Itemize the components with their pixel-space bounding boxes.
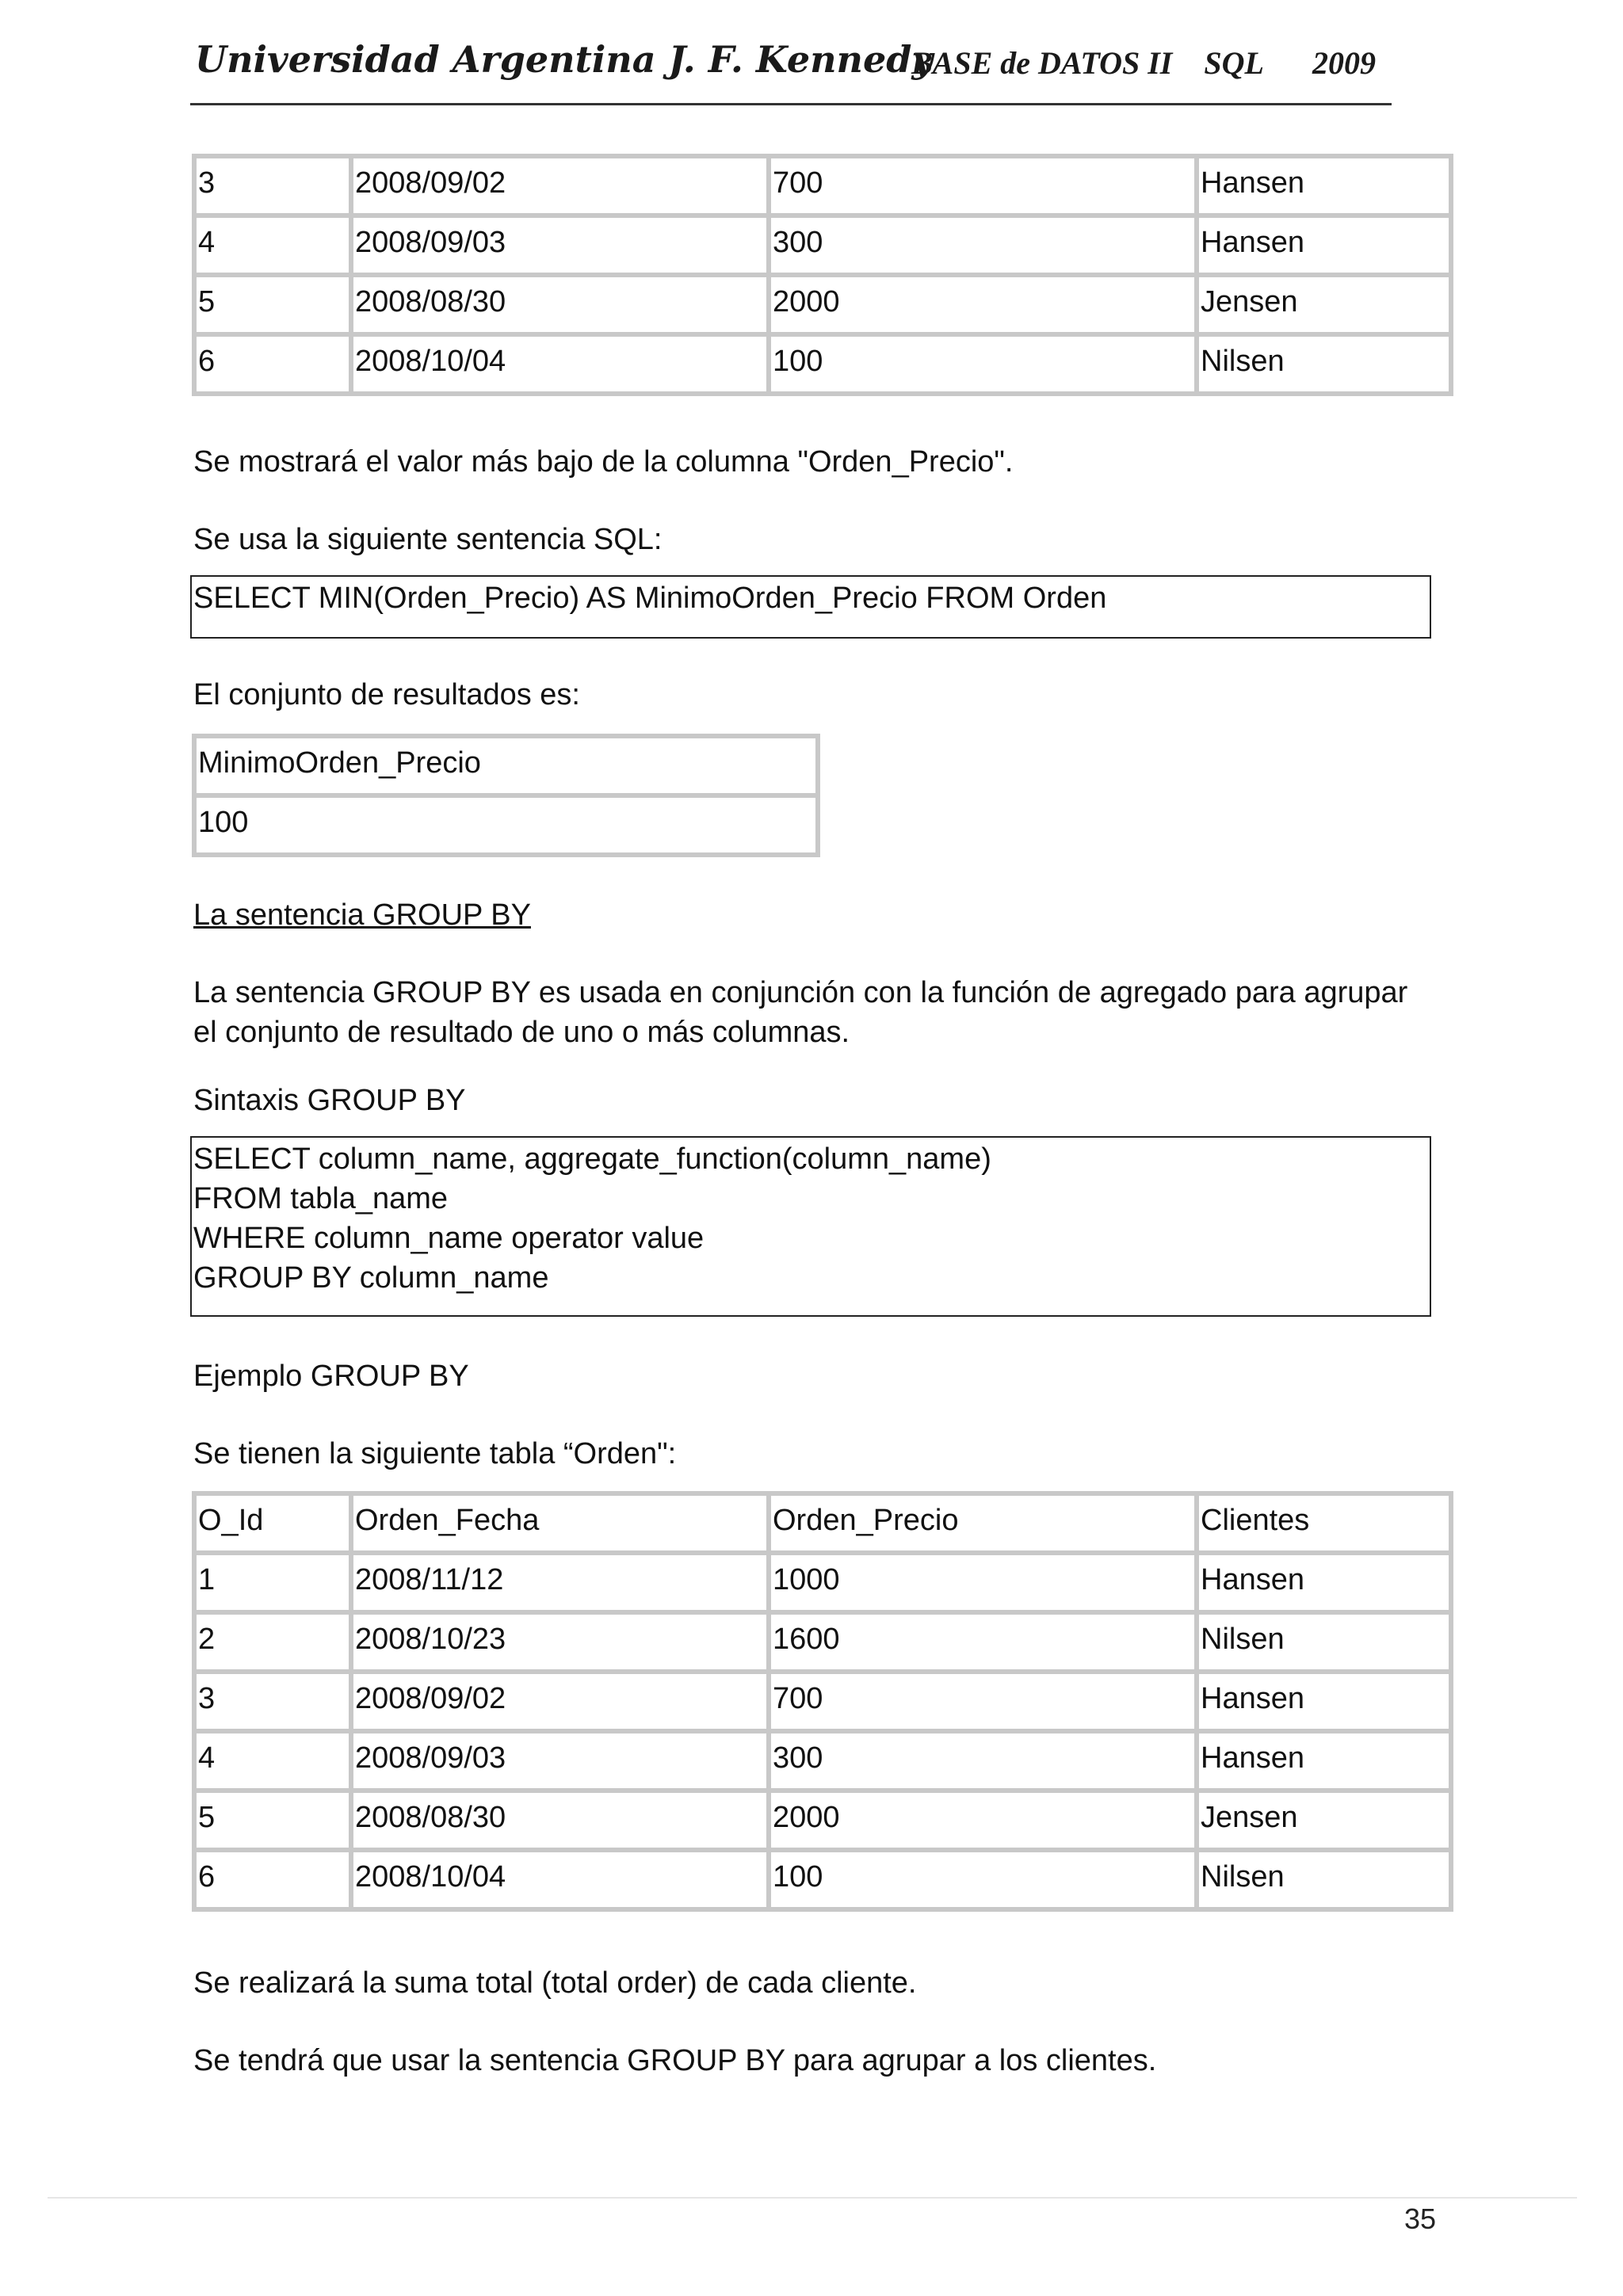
table-row (194, 1731, 1451, 1791)
table-cell: 6 (194, 1850, 351, 1909)
column-header: Orden_Precio (769, 1493, 1197, 1553)
table-cell: 2008/09/02 (351, 156, 769, 215)
course-year: 2009 (1312, 45, 1376, 81)
page-header (190, 32, 1392, 105)
table-cell: 700 (769, 156, 1197, 215)
table-row (194, 1672, 1451, 1731)
table-cell: 4 (194, 1731, 351, 1791)
orders-table (192, 1491, 1453, 1912)
table-cell: 100 (769, 334, 1197, 394)
table-row (194, 1612, 1451, 1672)
code-line: GROUP BY column_name (193, 1261, 549, 1295)
table-cell: Hansen (1197, 156, 1451, 215)
table-cell: 2000 (769, 1791, 1197, 1850)
table-cell: 2008/08/30 (351, 275, 769, 334)
code-line: SELECT MIN(Orden_Precio) AS MinimoOrden_Precio FROM Orden (193, 582, 1107, 615)
table-cell: 100 (769, 1850, 1197, 1909)
table-cell: Nilsen (1197, 1612, 1451, 1672)
table-cell: 3 (194, 1672, 351, 1731)
table-cell: 2008/09/02 (351, 1672, 769, 1731)
table-row (194, 1791, 1451, 1850)
groupby-heading: La sentencia GROUP BY (193, 898, 531, 932)
table-cell: 1600 (769, 1612, 1197, 1672)
column-header: O_Id (194, 1493, 351, 1553)
column-header: Orden_Fecha (351, 1493, 769, 1553)
table-cell: Nilsen (1197, 1850, 1451, 1909)
footer-divider (48, 2197, 1577, 2199)
table-cell: 4 (194, 215, 351, 275)
table-cell: 6 (194, 334, 351, 394)
table-cell: 300 (769, 1731, 1197, 1791)
table-cell: Hansen (1197, 215, 1451, 275)
sql-intro: Se usa la siguiente sentencia SQL: (193, 523, 663, 556)
groupby-usage: Se tendrá que usar la sentencia GROUP BY para agrupar a los clientes. (193, 2044, 1157, 2077)
min-result-table (192, 734, 820, 857)
page-number: 35 (1404, 2203, 1437, 2235)
table-cell: 2008/09/03 (351, 1731, 769, 1791)
table-row (194, 736, 818, 795)
table-row (194, 275, 1451, 334)
table-cell: Jensen (1197, 1791, 1451, 1850)
table-cell: 5 (194, 275, 351, 334)
min-query-box (190, 575, 1431, 639)
groupby-description: La sentencia GROUP BY es usada en conjunción con la función de agregado para agrupar el conjunto de resultado de uno o más columnas. (193, 976, 1408, 1049)
table-cell: 2008/10/23 (351, 1612, 769, 1672)
table-cell: 2008/11/12 (351, 1553, 769, 1612)
table-cell: Hansen (1197, 1553, 1451, 1612)
table-cell: Jensen (1197, 275, 1451, 334)
university-name: Universidad Argentina J. F. Kennedy (195, 38, 934, 81)
table-cell: Nilsen (1197, 334, 1451, 394)
table-cell: Hansen (1197, 1672, 1451, 1731)
table-cell: 2008/09/03 (351, 215, 769, 275)
table-row (194, 156, 1451, 215)
code-line: SELECT column_name, aggregate_function(column_name) (193, 1142, 991, 1176)
table-row (194, 334, 1451, 394)
result-intro: El conjunto de resultados es: (193, 678, 580, 711)
table-row (194, 1850, 1451, 1909)
table-cell: Hansen (1197, 1731, 1451, 1791)
table-cell: 1000 (769, 1553, 1197, 1612)
table-intro: Se tienen la siguiente tabla “Orden": (193, 1437, 677, 1470)
code-line: WHERE column_name operator value (193, 1222, 705, 1255)
table-cell: 700 (769, 1672, 1197, 1731)
result-header-cell: MinimoOrden_Precio (194, 736, 818, 795)
table-cell: 300 (769, 215, 1197, 275)
table-header-row (194, 1493, 1451, 1553)
course-title: BASE de DATOS II SQL (911, 45, 1264, 81)
table-row (194, 215, 1451, 275)
table-cell: 2008/08/30 (351, 1791, 769, 1850)
table-row (194, 795, 818, 855)
table-cell: 2 (194, 1612, 351, 1672)
orders-table-continued (192, 154, 1453, 396)
table-row (194, 1553, 1451, 1612)
table-cell: 3 (194, 156, 351, 215)
table-cell: 1 (194, 1553, 351, 1612)
table-cell: 2008/10/04 (351, 1850, 769, 1909)
result-value-cell: 100 (194, 795, 818, 855)
syntax-code-box (190, 1136, 1431, 1317)
column-header: Clientes (1197, 1493, 1451, 1553)
sum-description: Se realizará la suma total (total order) de cada cliente. (193, 1966, 917, 2000)
code-line: FROM tabla_name (193, 1182, 449, 1215)
table-cell: 5 (194, 1791, 351, 1850)
table-cell: 2008/10/04 (351, 334, 769, 394)
syntax-heading: Sintaxis GROUP BY (193, 1084, 466, 1117)
example-heading: Ejemplo GROUP BY (193, 1360, 469, 1393)
table-cell: 2000 (769, 275, 1197, 334)
min-description: Se mostrará el valor más bajo de la columna "Orden_Precio". (193, 445, 1014, 479)
